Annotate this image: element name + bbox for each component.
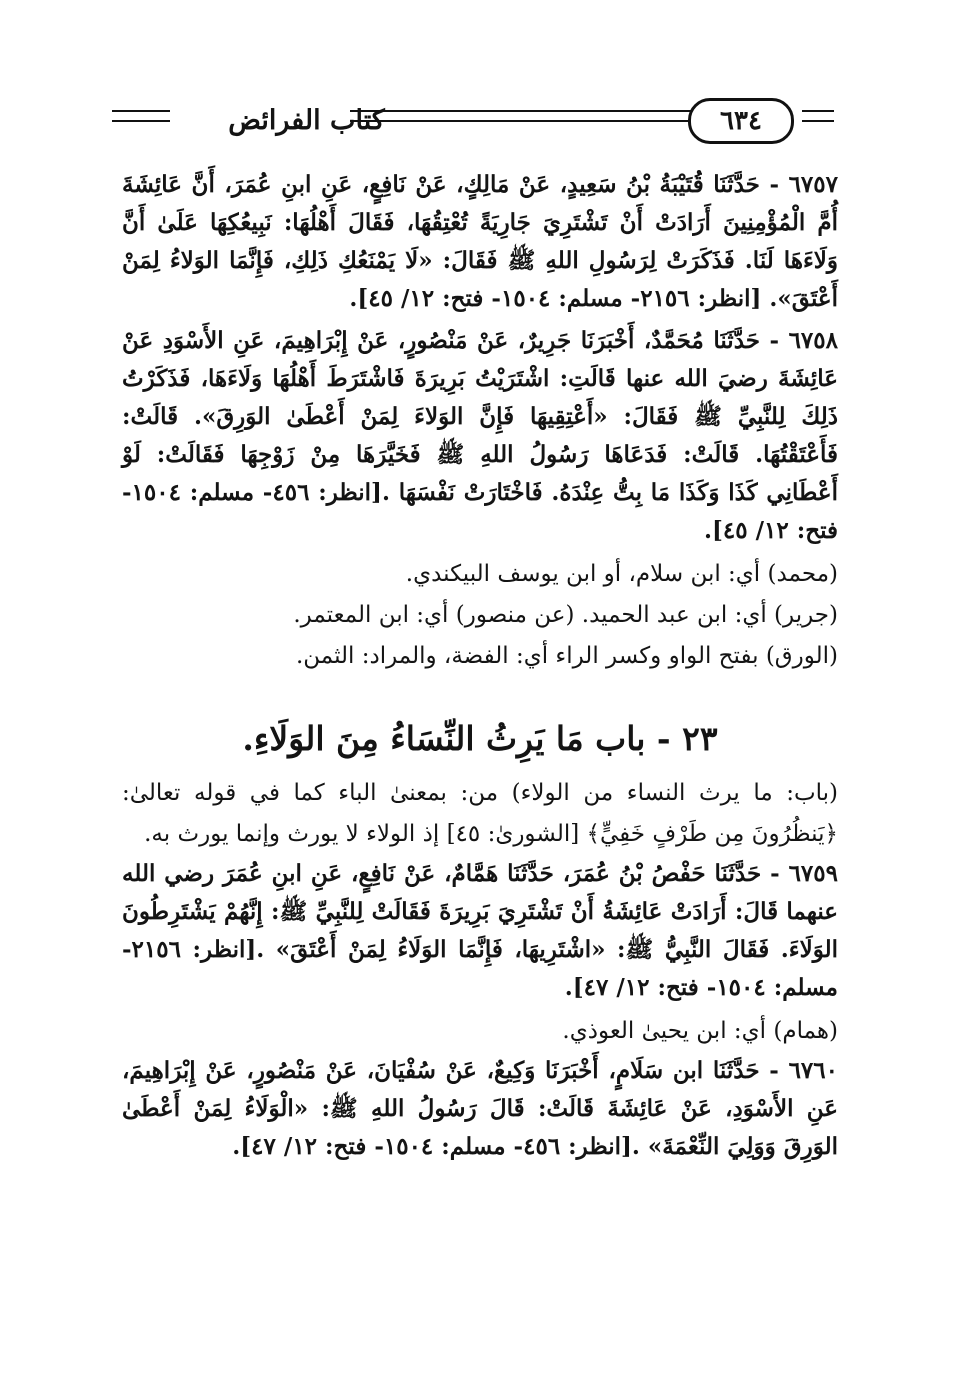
commentary-jarir: (جرير) أي: ابن عبد الحميد. (عن منصور) أي: ابن المعتمر. bbox=[293, 602, 838, 628]
header-rule-left-bottom bbox=[112, 120, 170, 122]
hadith-6760: ٦٧٦٠ - حَدَّثَنَا ابن سَلَامٍ، أَخْبَرَنَا وَكِيعٌ، عَنْ سُفْيَانَ، عَنْ مَنْصُورٍ، عَنْ إِبْرَاهِيمَ، عَنِ الأَسْوَدِ، عَنْ عَائِشَةَ قَالَتْ: قَالَ رَسُولُ اللهِ ﷺ: «الْوَلَاءُ لِمَنْ أَعْطَىٰ الوَرِقَ وَوَلِيَ النِّعْمَةَ» .[انظر: ٤٥٦- مسلم: ١٥٠٤- فتح: ١٢/ ٤٧]. bbox=[122, 1057, 838, 1160]
chapter-commentary: (باب: ما يرث النساء من الولاء) من: بمعنىٰ الباء كما في قوله تعالىٰ: ﴿يَنظُرُونَ مِن طَرْفٍ خَفِيٍّ﴾ [الشورىٰ: ٤٥] إذ الولاء لا يورث وإنما يورث به. bbox=[122, 780, 838, 847]
header-rule-middle-bottom bbox=[350, 120, 702, 122]
page-body bbox=[122, 166, 838, 1170]
header-rule-right-bottom bbox=[802, 120, 834, 122]
header-rule-left-top bbox=[112, 110, 170, 112]
chapter-heading: ٢٣ - باب مَا يَرِثُ النِّسَاءُ مِنَ الوَلَاءِ. bbox=[242, 719, 718, 758]
commentary-hammam: (همام) أي: ابن يحيىٰ العوذي. bbox=[562, 1018, 838, 1044]
hadith-6759: ٦٧٥٩ - حَدَّثَنَا حَفْصُ بْنُ عُمَرَ، حَدَّثَنَا هَمَّامٌ، عَنْ نَافِعٍ، عَنِ ابنِ عُمَرَ رضي الله عنهما قَالَ: أَرَادَتْ عَائِشَةُ أَنْ تَشْتَرِيَ بَرِيرَةَ فَقَالَتْ لِلنَّبِيِّ ﷺ: إِنَّهُمْ يَشْتَرِطُونَ الوَلَاءَ. فَقَالَ النَّبِيُّ ﷺ: «اشْتَرِيهَا، فَإِنَّمَا الوَلَاءُ لِمَنْ أَعْتَقَ» .[انظر: ٢١٥٦- مسلم: ١٥٠٤- فتح: ١٢/ ٤٧]. bbox=[122, 860, 838, 1001]
hadith-6758: ٦٧٥٨ - حَدَّثَنَا مُحَمَّدٌ، أَخْبَرَنَا جَرِيرٌ، عَنْ مَنْصُورٍ، عَنْ إِبْرَاهِيمَ، عَنِ الأَسْوَدِ عَنْ عَائِشَةَ رضيَ الله عنها قَالَتِ: اشْتَرَيْتُ بَرِيرَةَ فَاشْتَرَطَ أَهْلُهَا وَلَاءَهَا، فَذَكَرْتُ ذَلِكَ لِلنَّبِيِّ ﷺ فَقَالَ: «أَعْتِقِيهَا فَإِنَّ الوَلاءَ لِمَنْ أَعْطَىٰ الوَرِقَ». قَالَتْ: فَأَعْتَقْتُهَا. قَالَتْ: فَدَعَاهَا رَسُولُ اللهِ ﷺ فَخَيَّرَهَا مِنْ زَوْجِهَا فَقَالَتْ: لَوْ أَعْطَانِي كَذَا وَكَذَا مَا بِتُّ عِنْدَهُ. فَاخْتَارَتْ نَفْسَهَا .[انظر: ٤٥٦- مسلم: ١٥٠٤- فتح: ١٢/ ٤٥]. bbox=[122, 327, 838, 544]
commentary-muhammad: (محمد) أي: ابن سلام، أو ابن يوسف البيكندي. bbox=[405, 561, 838, 587]
commentary-wariq: (الورق) بفتح الواو وكسر الراء أي: الفضة، والمراد: الثمن. bbox=[295, 643, 838, 669]
hadith-6757: ٦٧٥٧ - حَدَّثَنَا قُتَيْبَةُ بْنُ سَعِيدٍ، عَنْ مَالِكٍ، عَنْ نَافِعٍ، عَنِ ابنِ عُمَرَ، أَنَّ عَائِشَةَ أُمَّ الْمُؤْمِنِينَ أَرَادَتْ أَنْ تَشْتَرِيَ جَارِيَةً تُعْتِقُهَا، فَقَالَ أَهْلُهَا: نَبِيعُكِهَا عَلَىٰ أَنَّ وَلَاءَهَا لَنَا. فَذَكَرَتْ لِرَسُولِ اللهِ ﷺ فَقَالَ: «لَا يَمْنَعُكِ ذَلِكِ، فَإِنَّمَا الوَلاءُ لِمَنْ أَعْتَقَ». [انظر: ٢١٥٦- مسلم: ١٥٠٤- فتح: ١٢/ ٤٥]. bbox=[122, 171, 838, 312]
header-rule-right-top bbox=[802, 110, 834, 112]
page-number: ٦٣٤ bbox=[688, 98, 794, 144]
book-title: كتاب الفرائض bbox=[174, 98, 439, 142]
header-rule-middle-top bbox=[350, 110, 702, 112]
page-header bbox=[112, 98, 834, 144]
